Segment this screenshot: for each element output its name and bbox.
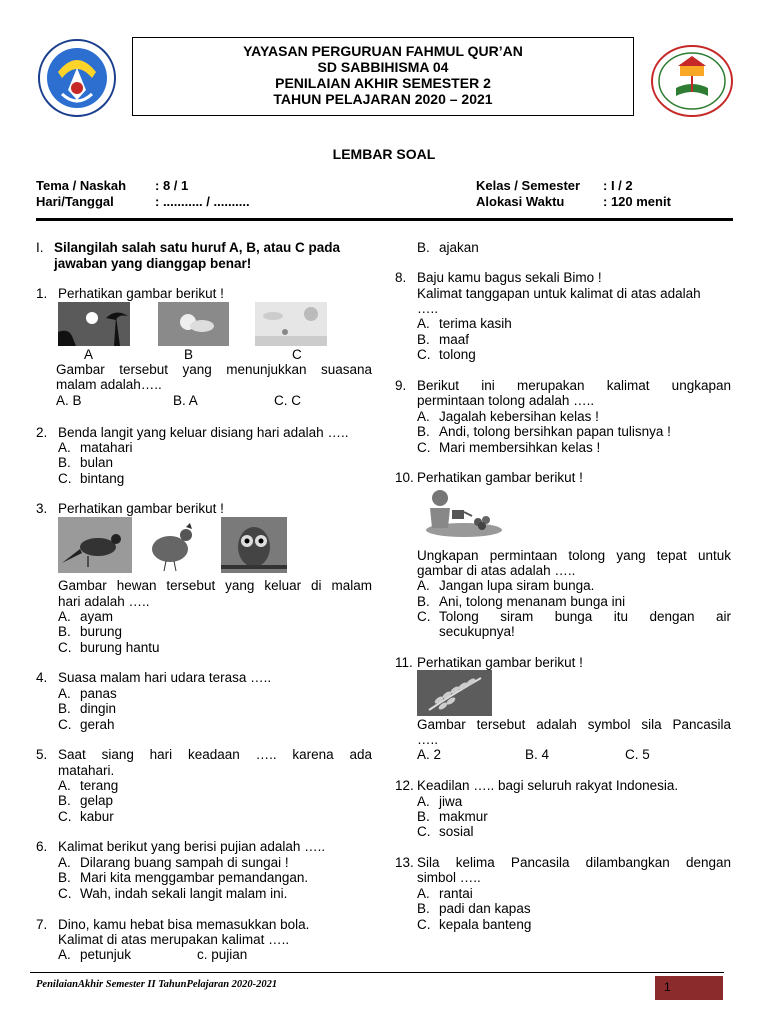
image-label-a: A [84, 347, 94, 362]
page-number: 1 [664, 980, 671, 994]
q1-option-b[interactable]: B. A [173, 393, 198, 408]
q8-statement: Kalimat tanggapan untuk kalimat di atas adalah [417, 286, 701, 301]
night-scene-image [58, 302, 130, 346]
watering-flowers-image [418, 486, 504, 538]
q11-statement-cont: ….. [417, 732, 439, 747]
tema-label: Tema / Naskah [36, 178, 127, 193]
q11-statement: Gambar tersebut adalah symbol sila Pancasila [417, 717, 731, 732]
kelas-value: : I / 2 [603, 178, 633, 193]
q10-option-c-cont: secukupnya! [439, 624, 515, 639]
hari-label: Hari/Tanggal [36, 194, 114, 209]
padi-kapas-symbol-image [417, 670, 492, 716]
sunny-scene-image [255, 302, 327, 346]
header-divider [36, 218, 733, 221]
q5-statement-cont: matahari. [58, 763, 115, 778]
q11-option-b[interactable]: B. 4 [525, 747, 550, 762]
q1-statement: Gambar tersebut yang menunjukkan suasana [56, 362, 372, 377]
tema-value: : 8 / 1 [155, 178, 189, 193]
image-label-b: B [184, 347, 194, 362]
q3-statement-cont: hari adalah ….. [58, 594, 150, 609]
q13-statement-cont: simbol ….. [417, 870, 481, 885]
q11-option-a[interactable]: A. 2 [417, 747, 442, 762]
chicken-image [140, 517, 206, 573]
bird-image [58, 517, 132, 573]
q1-statement-cont: malam adalah….. [56, 377, 162, 392]
school-header [132, 37, 634, 116]
owl-image [221, 517, 287, 573]
q1-option-a[interactable]: A. B [56, 393, 82, 408]
alokasi-value: : 120 menit [603, 194, 671, 209]
footer-text: PenilaianAkhir Semester II TahunPelajaran 2020-2021 [36, 979, 278, 990]
tut-wuri-handayani-logo [36, 38, 118, 118]
q7-statement-cont: Kalimat di atas merupakan kalimat ….. [58, 932, 290, 947]
q10-statement-cont: gambar di atas adalah ….. [417, 563, 576, 578]
cloudy-sun-image [158, 302, 229, 346]
yayasan-fahmul-quran-logo [650, 44, 734, 118]
school-name: SD SABBIHISMA 04 [317, 59, 449, 75]
kelas-label: Kelas / Semester [476, 178, 581, 193]
q8-statement-cont: ….. [417, 301, 439, 316]
q1-option-c[interactable]: C. C [274, 393, 301, 408]
image-label-c: C [292, 347, 302, 362]
academic-year: TAHUN PELAJARAN 2020 – 2021 [273, 91, 493, 107]
foundation-name: YAYASAN PERGURUAN FAHMUL QUR’AN [243, 43, 523, 59]
footer-divider [30, 972, 724, 973]
alokasi-label: Alokasi Waktu [476, 194, 565, 209]
page-title: LEMBAR SOAL [332, 146, 436, 162]
q3-statement: Gambar hewan tersebut yang keluar di malam [58, 578, 372, 593]
exam-name: PENILAIAN AKHIR SEMESTER 2 [275, 75, 491, 91]
q9-statement-cont: permintaan tolong adalah ….. [417, 393, 595, 408]
q7-option-c[interactable]: c. pujian [197, 947, 248, 962]
hari-value: : ........... / .......... [155, 194, 250, 209]
q11-option-c[interactable]: C. 5 [625, 747, 650, 762]
q10-statement: Ungkapan permintaan tolong yang tepat untuk [417, 548, 731, 563]
